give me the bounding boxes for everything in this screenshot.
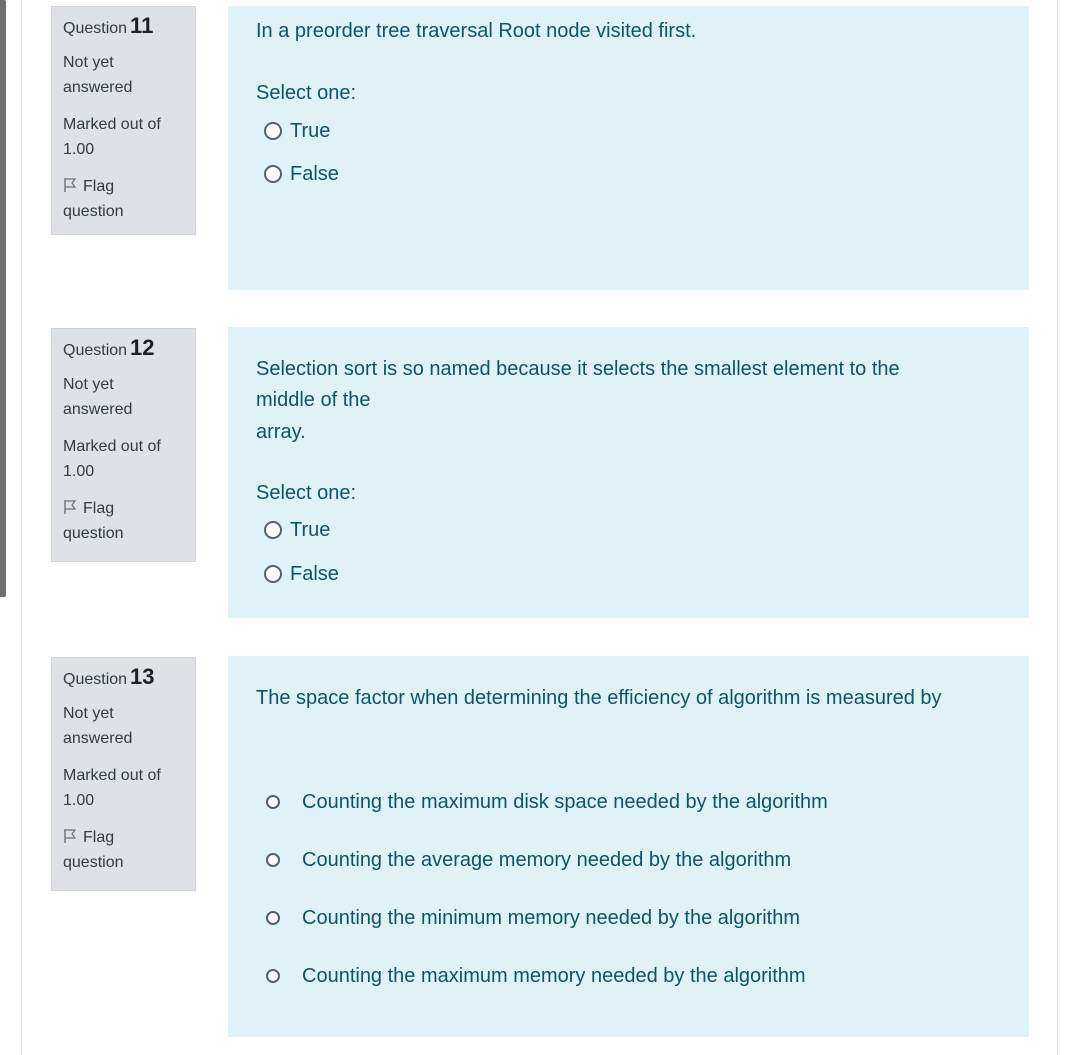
- answer-option[interactable]: Counting the maximum memory needed by the algorithm: [266, 962, 806, 990]
- question-info: [51, 657, 196, 891]
- question-number-value: 12: [130, 335, 155, 360]
- radio-button[interactable]: [266, 795, 280, 809]
- question-text: array.: [256, 421, 306, 443]
- question-grade: Marked out of 1.00: [63, 767, 161, 809]
- question-text: middle of the: [256, 389, 371, 411]
- question-content: [228, 327, 1029, 618]
- question-content: [228, 6, 1029, 290]
- answer-option[interactable]: Counting the minimum memory needed by the algorithm: [266, 904, 800, 932]
- question-number: Question 13: [63, 664, 155, 689]
- flag-icon: [63, 499, 77, 515]
- question-number-value: 11: [130, 13, 154, 38]
- question-number-value: 13: [130, 664, 155, 689]
- page-border-right: [1057, 0, 1058, 1055]
- radio-button[interactable]: [264, 122, 282, 140]
- scrollbar[interactable]: [0, 0, 6, 597]
- radio-button[interactable]: [264, 521, 282, 539]
- question-info: [51, 328, 196, 562]
- question-state: Not yet answered: [63, 376, 133, 418]
- radio-button[interactable]: [266, 911, 280, 925]
- flag-question-link[interactable]: Flag question: [63, 500, 124, 542]
- answer-option[interactable]: Counting the average memory needed by the algorithm: [266, 846, 791, 874]
- answer-option[interactable]: False: [264, 560, 339, 588]
- question-number: Question 11: [63, 13, 154, 38]
- select-one-prompt: Select one:: [256, 82, 357, 104]
- radio-button[interactable]: [264, 165, 282, 183]
- page-border-left: [21, 0, 22, 1055]
- question-state: Not yet answered: [63, 705, 133, 747]
- radio-button[interactable]: [266, 853, 280, 867]
- question-state: Not yet answered: [63, 54, 133, 96]
- question-number: Question 12: [63, 335, 155, 360]
- answer-option[interactable]: True: [264, 117, 330, 145]
- answer-option[interactable]: False: [264, 160, 339, 188]
- question-grade: Marked out of 1.00: [63, 116, 161, 158]
- question-text: The space factor when determining the efficiency of algorithm is measured by: [256, 687, 942, 709]
- answer-option[interactable]: True: [264, 516, 330, 544]
- select-one-prompt: Select one:: [256, 482, 357, 504]
- radio-button[interactable]: [264, 565, 282, 583]
- flag-question-link[interactable]: Flag question: [63, 829, 124, 871]
- flag-icon: [63, 828, 77, 844]
- question-grade: Marked out of 1.00: [63, 438, 161, 480]
- question-text: Selection sort is so named because it selects the smallest element to the: [256, 358, 900, 380]
- flag-question-link[interactable]: Flag question: [63, 178, 124, 220]
- question-text: In a preorder tree traversal Root node visited first.: [256, 20, 697, 42]
- flag-icon: [63, 177, 77, 193]
- question-content: [228, 656, 1029, 1037]
- question-info: [51, 6, 196, 235]
- answer-option[interactable]: Counting the maximum disk space needed by the algorithm: [266, 788, 828, 816]
- radio-button[interactable]: [266, 969, 280, 983]
